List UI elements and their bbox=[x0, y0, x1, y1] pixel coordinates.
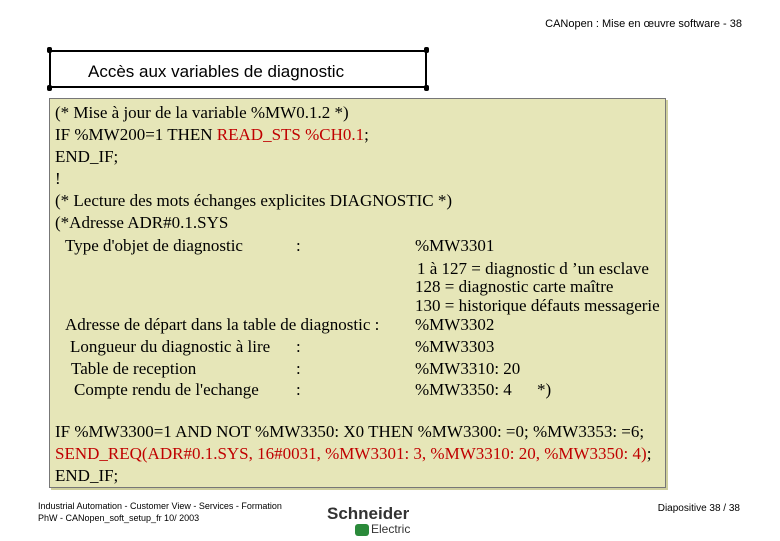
footer-line: Industrial Automation - Customer View - Services - Formation bbox=[38, 501, 282, 511]
frame-corner-icon bbox=[424, 47, 429, 53]
code-text: ; bbox=[364, 125, 369, 144]
code-line: (* Mise à jour de la variable %MW0.1.2 *) bbox=[55, 103, 349, 122]
field-colon: : bbox=[296, 359, 301, 378]
field-label: Type d'objet de diagnostic bbox=[65, 236, 243, 255]
code-line: (* Lecture des mots échanges explicites DIAGNOSTIC *) bbox=[55, 191, 453, 210]
code-text: IF %MW200=1 THEN bbox=[55, 125, 217, 144]
field-label: Compte rendu de l'echange bbox=[74, 380, 259, 399]
slide-number: Diapositive 38 / 38 bbox=[657, 503, 740, 514]
field-label: Adresse de départ dans la table de diagnostic : bbox=[65, 315, 380, 334]
comment-end: *) bbox=[537, 380, 552, 399]
frame-corner-icon bbox=[47, 47, 52, 53]
footer-left bbox=[38, 500, 282, 524]
schneider-logo bbox=[327, 505, 427, 541]
page-title: Accès aux variables de diagnostic bbox=[88, 62, 345, 81]
code-panel bbox=[49, 98, 666, 488]
frame-corner-icon bbox=[424, 85, 429, 91]
logo-line: Schneider bbox=[327, 504, 410, 523]
logo-text: Electric bbox=[371, 522, 411, 536]
field-value: %MW3350: 4 bbox=[415, 380, 512, 399]
field-label: Longueur du diagnostic à lire bbox=[70, 337, 271, 356]
code-line: END_IF; bbox=[55, 147, 119, 166]
field-label: Table de reception bbox=[71, 359, 197, 378]
value-note: 1 à 127 = diagnostic d ’un esclave bbox=[417, 259, 649, 278]
value-note: 128 = diagnostic carte maître bbox=[415, 277, 614, 296]
code-line: (*Adresse ADR#0.1.SYS bbox=[55, 213, 229, 232]
field-value: %MW3303 bbox=[415, 337, 495, 356]
field-colon: : bbox=[296, 380, 301, 399]
title-frame bbox=[49, 50, 427, 88]
code-line bbox=[55, 125, 369, 145]
code-line: ! bbox=[55, 169, 61, 188]
field-colon: : bbox=[296, 337, 301, 356]
field-value: %MW3302 bbox=[415, 315, 495, 334]
field-value: %MW3310: 20 bbox=[415, 359, 521, 378]
field-colon: : bbox=[296, 236, 301, 255]
value-note: 130 = historique défauts messagerie bbox=[415, 296, 660, 315]
code-line bbox=[55, 444, 651, 464]
code-line: END_IF; bbox=[55, 466, 119, 485]
code-keyword-red: SEND_REQ(ADR#0.1.SYS, 16#0031, %MW3301: 3, %MW3310: 20, %MW3350: 4) bbox=[55, 444, 647, 463]
logo-line bbox=[355, 523, 427, 536]
code-line: IF %MW3300=1 AND NOT %MW3350: X0 THEN %MW3300: =0; %MW3353: =6; bbox=[55, 422, 645, 441]
field-value: %MW3301 bbox=[415, 236, 495, 255]
footer-line: PhW - CANopen_soft_setup_fr 10/ 2003 bbox=[38, 513, 200, 523]
slide-header: CANopen : Mise en œuvre software - 38 bbox=[545, 18, 742, 30]
code-keyword-red: READ_STS %CH0.1 bbox=[216, 125, 365, 144]
logo-mark-icon bbox=[355, 524, 369, 536]
frame-corner-icon bbox=[47, 85, 52, 91]
code-text: ; bbox=[646, 444, 652, 463]
